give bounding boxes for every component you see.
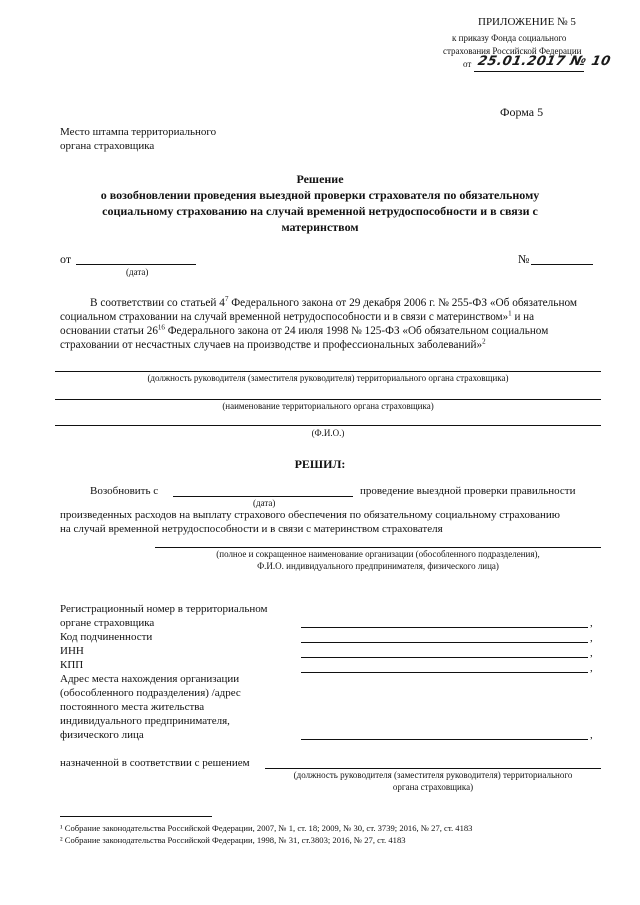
head-position-caption: (должность руководителя (заместителя руководителя) территориального органа страховщика)	[147, 373, 509, 383]
title-line1: о возобновлении проведения выездной проверки страхователя по обязательному	[100, 188, 540, 202]
date-line	[76, 264, 196, 265]
resume-line2: произведенных расходов на выплату страхового обеспечения по обязательному социальному страхованию	[60, 509, 560, 521]
appointed-line	[265, 768, 601, 769]
inn-field	[301, 657, 588, 658]
footnote-separator	[60, 816, 212, 817]
code-label: Код подчиненности	[60, 631, 153, 643]
address-label-1: Адрес места нахождения организации	[60, 673, 240, 685]
title-line2: социальному страхованию на случай временной нетрудоспособности и в связи с	[102, 204, 538, 218]
preamble-line2: социальном страховании на случай временной нетрудоспособности и в связи с материнством»$^1$ и на	[60, 309, 535, 323]
org-caption-line2: Ф.И.О. индивидуального предпринимателя, физического лица)	[257, 561, 499, 571]
org-caption-line1: (полное и сокращенное наименование организации (обособленного подразделения),	[216, 549, 540, 559]
decided-heading: РЕШИЛ:	[294, 457, 346, 471]
resume-suffix: проведение выездной проверки правильности	[360, 485, 576, 497]
appointed-caption-1: (должность руководителя (заместителя руководителя) территориального	[293, 770, 573, 780]
appendix-date-line	[474, 71, 584, 72]
kpp-comma: ,	[590, 662, 593, 674]
appointed-caption-2: органа страховщика)	[392, 782, 474, 792]
kpp-label: КПП	[60, 659, 84, 671]
fio-line	[55, 425, 601, 426]
footnote-1: ¹ Собрание законодательства Российской Федерации, 2007, № 1, ст. 18; 2009, № 30, ст. 3739; 2016, № 27, ст. 4183	[60, 823, 473, 833]
preamble-line3: основании статьи $26^{16}$ Федерального закона от 24 июля 1998 № 125-ФЗ «Об обязательном социальном	[60, 323, 549, 337]
address-label-2: (обособленного подразделения) /адрес	[60, 687, 241, 699]
head-position-line	[55, 371, 601, 372]
footnote-2: ² Собрание законодательства Российской Федерации, 1998, № 31, ст.3803; 2016, № 27, ст. 4183	[60, 835, 406, 845]
number-label: №	[518, 252, 530, 266]
fio-caption: (Ф.И.О.)	[311, 428, 345, 438]
organization-line	[155, 547, 601, 548]
inn-comma: ,	[590, 647, 593, 659]
resume-prefix: Возобновить с	[90, 485, 159, 497]
appendix-line1: к приказу Фонда социального	[452, 33, 567, 43]
preamble-line1: В соответствии со статьей $4^7$ Федерального закона от 29 декабря 2006 г. № 255-ФЗ «Об обязательном	[90, 295, 578, 309]
appendix-line2: страхования Российской Федерации	[443, 46, 582, 56]
number-line	[531, 264, 593, 265]
code-comma: ,	[590, 632, 593, 644]
code-field	[301, 642, 588, 643]
stamp-line1: Место штампа территориального	[60, 126, 217, 138]
kpp-field	[301, 672, 588, 673]
org-name-line	[55, 399, 601, 400]
address-label-4: индивидуального предпринимателя,	[60, 715, 230, 727]
stamp-line2: органа страховщика	[60, 140, 155, 152]
reg-number-field	[301, 627, 588, 628]
handwritten-date: 25.01.2017 № 10	[476, 54, 613, 69]
address-label-5: физического лица	[60, 729, 144, 741]
org-name-caption: (наименование территориального органа страховщика)	[222, 401, 434, 411]
address-label-3: постоянного места жительства	[60, 701, 205, 713]
appendix-date-prefix: от	[463, 59, 472, 69]
resume-date-caption: (дата)	[253, 498, 276, 508]
title-main: Решение	[296, 172, 344, 186]
address-comma: ,	[590, 729, 593, 741]
reg-number-label-1: Регистрационный номер в территориальном	[60, 603, 268, 615]
from-label: от	[60, 252, 72, 266]
title-line3: материнством	[281, 220, 359, 234]
date-caption: (дата)	[126, 267, 149, 277]
form-label: Форма 5	[500, 105, 544, 119]
appendix-title: ПРИЛОЖЕНИЕ № 5	[478, 16, 576, 28]
resume-date-line	[173, 496, 353, 497]
address-field	[301, 739, 588, 740]
appointed-label: назначенной в соответствии с решением	[60, 757, 250, 769]
reg-number-comma: ,	[590, 617, 593, 629]
resume-line3: на случай временной нетрудоспособности и в связи с материнством страхователя	[60, 523, 443, 535]
reg-number-label-2: органе страховщика	[60, 617, 155, 629]
preamble-line4: страховании от несчастных случаев на производстве и профессиональных заболеваний»$^2$	[60, 337, 486, 351]
inn-label: ИНН	[60, 645, 84, 657]
